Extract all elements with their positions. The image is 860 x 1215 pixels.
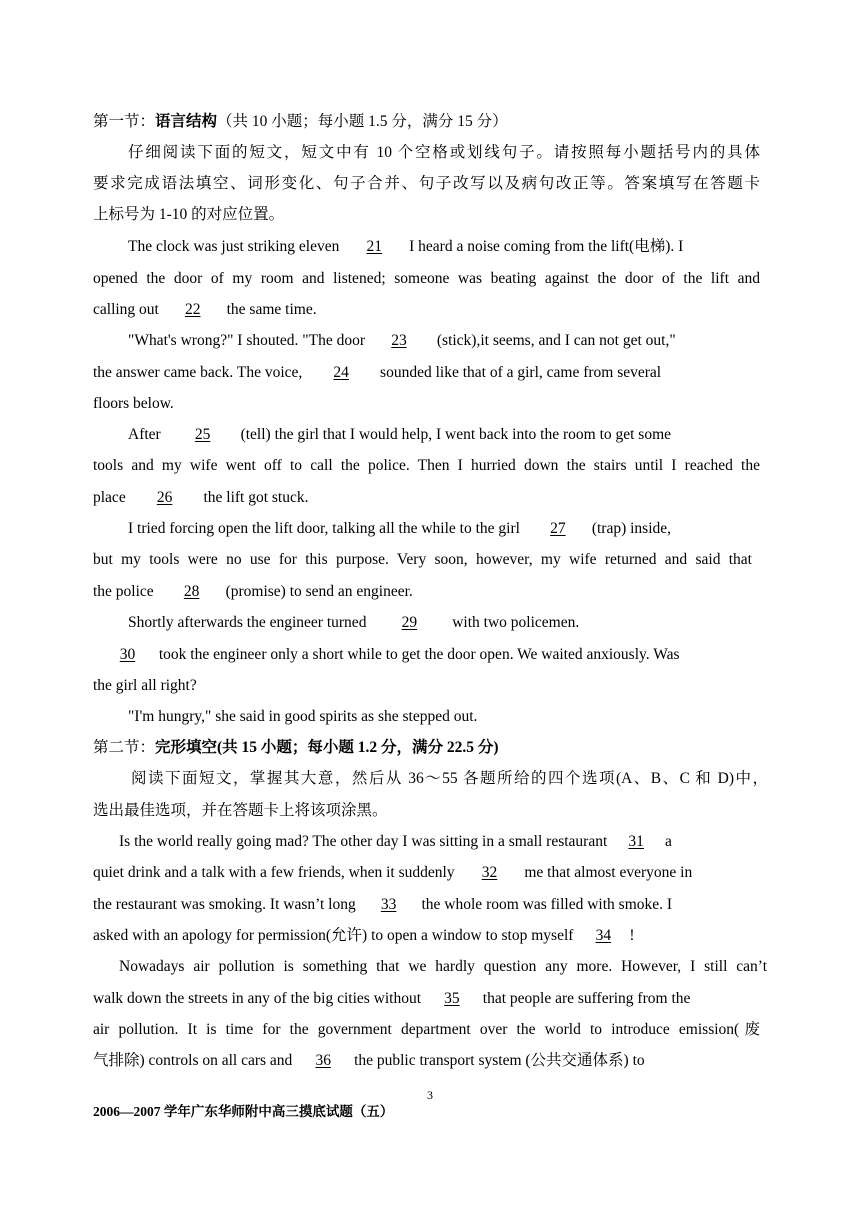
passage-line (128, 425, 760, 445)
text: (stick),it seems, and I can not get out," (433, 332, 676, 349)
section1-instruction-line: 要求完成语法填空、词形变化、句子合并、句子改写以及病句改正等。答案填写在答题卡 (93, 175, 760, 192)
text: I tried forcing open the lift door, talking all the while to the girl (128, 520, 524, 537)
text: the answer came back. The voice, (93, 364, 307, 381)
section-name: 完形填空(共 15 小题；每小题 1.2 分，满分 22.5 分) (155, 739, 499, 756)
passage-line (93, 895, 768, 915)
passage-line (128, 613, 813, 633)
blank-24: 24 (333, 364, 349, 381)
passage-line: the girl all right? (93, 677, 197, 694)
text: I heard a noise coming from the lift(电梯). I (405, 238, 684, 255)
text: the police (93, 583, 158, 600)
text: the lift got stuck. (199, 489, 309, 506)
text: The clock was just striking eleven (128, 238, 344, 255)
section2-title (93, 738, 778, 758)
passage-line (93, 582, 778, 602)
passage-line: opened the door of my room and listened; someone was beating against the door of the lift and (93, 270, 760, 287)
text: asked with an apology for permission(允许) to open a window to stop myself (93, 927, 578, 944)
text: with two policemen. (448, 614, 580, 631)
blank-21: 21 (366, 238, 382, 255)
passage-line: floors below. (93, 395, 174, 412)
passage-line (93, 989, 761, 1009)
section2-instruction-line: 选出最佳选项，并在答题卡上将该项涂黑。 (93, 802, 388, 819)
blank-35: 35 (444, 990, 460, 1007)
text: (trap) inside, (591, 520, 672, 537)
section-label: 第二节： (93, 739, 156, 756)
text: the whole room was filled with smoke. I (417, 896, 673, 913)
blank-34: 34 (595, 927, 612, 944)
blank-22: 22 (185, 301, 201, 318)
text: place (93, 489, 130, 506)
blank-36: 36 (315, 1052, 331, 1069)
passage-line (93, 1051, 778, 1071)
blank-28: 28 (183, 583, 200, 600)
passage-line: but my tools were no use for this purpose. Very soon, however, my wife returned and said that (93, 551, 752, 568)
blank-32: 32 (481, 864, 498, 881)
text: that people are suffering from the (478, 990, 691, 1007)
blank-30: 30 (119, 646, 136, 663)
text: took the engineer only a short while to get the door open. We waited anxiously. Was (155, 646, 680, 663)
passage-line (93, 300, 778, 320)
page-number: 3 (427, 1088, 433, 1102)
text: Is the world really going mad? The other day I was sitting in a small restaurant (119, 833, 612, 850)
passage-line (93, 363, 778, 383)
text: walk down the streets in any of the big cities without (93, 990, 425, 1007)
text: (promise) to send an engineer. (225, 583, 413, 600)
text: After (128, 426, 165, 443)
section1-title (93, 112, 778, 132)
text: 气排除) controls on all cars and (93, 1052, 297, 1069)
text: sounded like that of a girl, came from several (376, 364, 662, 381)
text: me that almost everyone in (520, 864, 693, 881)
blank-27: 27 (550, 520, 566, 537)
passage-line (93, 863, 768, 883)
text: quiet drink and a talk with a few friends, when it suddenly (93, 864, 459, 881)
text: the restaurant was smoking. It wasn’t long (93, 896, 360, 913)
blank-25: 25 (194, 426, 211, 443)
text: Shortly afterwards the engineer turned (128, 614, 371, 631)
passage-line (128, 331, 760, 351)
text: "What's wrong?" I shouted. "The door (128, 332, 365, 349)
blank-31: 31 (628, 833, 644, 850)
section2-instruction-line: 阅读下面短文，掌握其大意，然后从 36～55 各题所给的四个选项(A、B、C 和 D)中， (131, 770, 768, 787)
footer-title: 2006—2007 学年广东华师附中高三摸底试题（五） (93, 1104, 394, 1119)
text: the same time. (222, 301, 317, 318)
passage-line: Nowadays air pollution is something that we hardly question any more. However, I still can’t (119, 958, 767, 975)
passage-line (128, 519, 760, 539)
text: calling out (93, 301, 163, 318)
blank-29: 29 (401, 614, 418, 631)
passage-line: tools and my wife went off to call the police. Then I hurried down the stairs until I reached the (93, 457, 760, 474)
passage-line: air pollution. It is time for the government department over the world to introduce emission(废 (93, 1021, 760, 1038)
blank-33: 33 (380, 896, 397, 913)
passage-line: "I'm hungry," she said in good spirits as she stepped out. (128, 708, 478, 725)
blank-23: 23 (391, 332, 407, 349)
section-label: 第一节： (93, 113, 156, 130)
text: the public transport system (公共交通体系) to (350, 1052, 645, 1069)
section1-instruction-line: 上标号为 1-10 的对应位置。 (93, 206, 285, 223)
section-name: 语言结构 (155, 113, 218, 130)
passage-line (119, 832, 768, 852)
passage-line (100, 645, 768, 665)
passage-line (128, 237, 760, 257)
text: (tell) the girl that I would help, I went back into the room to get some (240, 426, 672, 443)
section-scoring: （共 10 小题；每小题 1.5 分，满分 15 分） (217, 113, 508, 130)
section1-instruction-line: 仔细阅读下面的短文，短文中有 10 个空格或划线句子。请按照每小题括号内的具体 (128, 144, 760, 161)
passage-line (93, 488, 778, 508)
text: ! (629, 927, 635, 944)
text: a (661, 833, 672, 850)
blank-26: 26 (156, 489, 173, 506)
passage-line (93, 926, 778, 946)
